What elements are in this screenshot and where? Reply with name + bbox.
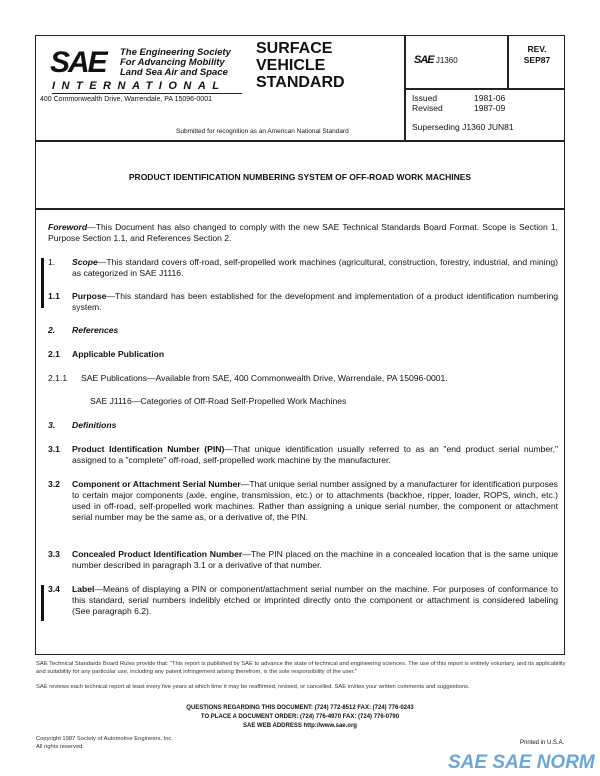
section-number: 1.1 xyxy=(48,291,60,301)
foreword-heading: Foreword xyxy=(48,222,88,232)
sae-logo: SAE xyxy=(50,48,106,78)
rev-label: REV. xyxy=(527,44,547,54)
review-note: SAE reviews each technical report at least every five years at which time it may be reaffirmed, revised, or cancelled. SAE invites your written comments and suggestions. xyxy=(36,684,470,690)
section-1 xyxy=(48,257,558,279)
section-3-3 xyxy=(48,549,558,571)
section-2-1-1 xyxy=(48,373,558,384)
section-3-2 xyxy=(48,479,558,523)
section-3-4 xyxy=(48,584,558,617)
section-2 xyxy=(48,325,558,336)
section-number: 2.1.1 xyxy=(48,373,68,383)
section-number: 2. xyxy=(48,325,56,335)
revised-label: Revised xyxy=(412,103,443,113)
section-3 xyxy=(48,420,558,431)
issued-value: 1981-06 xyxy=(474,93,506,103)
change-bar xyxy=(41,585,44,621)
section-heading: Component or Attachment Serial Number xyxy=(72,479,241,489)
section-heading: References xyxy=(72,325,119,335)
sae-small-logo: SAE xyxy=(414,54,434,66)
questions-line: QUESTIONS REGARDING THIS DOCUMENT: (724) 772-8512 FAX: (724) 776-0243 xyxy=(186,705,414,711)
section-text: —This standard has been established for the development and implementation of a product identification numbering system. xyxy=(72,291,558,312)
foreword xyxy=(48,222,558,244)
rights-line: All rights reserved. xyxy=(36,744,85,750)
section-text: —Means of displaying a PIN or component/attachment serial number on the machine. For purposes of conformance to this standard, serial numbers indelibly etched or imprinted directly onto the component or attachment is considered labeling (See paragraph 6.2). xyxy=(72,584,558,616)
international-label: INTERNATIONAL xyxy=(52,80,242,94)
tagline-line: For Advancing Mobility xyxy=(120,57,225,68)
rules-note: SAE Technical Standards Board Rules provide that: "This report is published by SAE to advance the state of technical and engineering sciences. The use of this report is entirely voluntary, and its applicability and suitability for any particular use, including any patent infringement arising therefrom, is the sole responsibility of the user." xyxy=(36,661,566,675)
copyright-line: Copyright 1987 Society of Automotive Engineers, Inc. xyxy=(36,736,173,742)
category-line: VEHICLE xyxy=(256,57,326,74)
section-number: 2.1 xyxy=(48,349,60,359)
section-number: 1. xyxy=(48,257,56,267)
tagline-line: The Engineering Society xyxy=(120,47,231,58)
section-text: —That unique serial number assigned by a manufacturer for identification purposes to certain major components (axle, engine, transmission, etc.) or to attachments (backhoe, ripper, loader, ROPS, winch, etc.) used in off-road, self-propelled work machines. Rather than assigning a unique serial number, the component or attachment serial number may be the same as, or a derivative of, the PIN. xyxy=(72,479,558,522)
issue-dates xyxy=(412,93,505,113)
section-number: 3.4 xyxy=(48,584,60,594)
section-heading: Applicable Publication xyxy=(72,349,165,359)
divider xyxy=(404,88,565,90)
contact-info xyxy=(0,704,600,731)
document-title: PRODUCT IDENTIFICATION NUMBERING SYSTEM OF OFF-ROAD WORK MACHINES xyxy=(128,172,472,182)
section-heading: Product Identification Number (PIN) xyxy=(72,444,225,454)
tagline-line: Land Sea Air and Space xyxy=(120,67,228,78)
revised-value: 1987-09 xyxy=(474,103,506,113)
superseding: Superseding J1360 JUN81 xyxy=(412,122,514,132)
divider xyxy=(507,35,509,88)
change-bar xyxy=(41,258,44,308)
section-heading: Definitions xyxy=(72,420,117,430)
doc-number-value: J1360 xyxy=(435,56,458,65)
printed-in: Printed in U.S.A. xyxy=(520,740,565,746)
order-line: TO PLACE A DOCUMENT ORDER: (724) 776-4970 FAX: (724) 776-0790 xyxy=(200,714,400,720)
sae-norm-watermark: SAE SAE NORM xyxy=(448,752,595,773)
category-line: SURFACE xyxy=(256,40,333,57)
section-number: 3.1 xyxy=(48,444,60,454)
copyright xyxy=(36,735,566,751)
section-number: 3.3 xyxy=(48,549,60,559)
issued-label: Issued xyxy=(412,93,438,103)
section-2-1 xyxy=(48,349,558,360)
section-3-1 xyxy=(48,444,558,466)
section-text: —The PIN placed on the machine in a concealed location that is the same unique number described in paragraph 3.1 or a derivative of that number. xyxy=(72,549,559,570)
submitted-note: Submitted for recognition as an American National Standard xyxy=(176,128,349,135)
section-text: —This standard covers off-road, self-propelled work machines (agricultural, construction, forestry, industrial, and mining) as categorized in SAE J1116. xyxy=(72,257,558,278)
reference-item: SAE J1116—Categories of Off-Road Self-Propelled Work Machines xyxy=(90,396,347,406)
section-number: 3.2 xyxy=(48,479,60,489)
divider xyxy=(35,208,565,210)
web-address[interactable]: SAE WEB ADDRESS http://www.sae.org xyxy=(243,723,357,729)
section-text: —That unique identification usually referred to as an "end product serial number," assigned to a "complete" off-road, self-propelled work machine by the manufacturer. xyxy=(72,444,559,465)
section-heading: Label xyxy=(72,584,95,594)
section-number: 3. xyxy=(48,420,56,430)
standard-category xyxy=(256,40,345,91)
revision xyxy=(512,44,562,66)
tagline xyxy=(120,48,231,78)
doc-number xyxy=(414,54,458,66)
section-heading: Scope xyxy=(72,257,98,267)
rev-value: SEP87 xyxy=(523,55,551,65)
foreword-text: —This Document has also changed to comply with the new SAE Technical Standards Board Format. Scope is Section 1, Purpose Section 1.1, and References Section 2. xyxy=(48,222,558,243)
divider xyxy=(35,140,565,142)
category-line: STANDARD xyxy=(256,74,345,91)
section-text: SAE Publications—Available from SAE, 400 Commonwealth Drive, Warrendale, PA 15096-0001. xyxy=(81,373,448,383)
section-1-1 xyxy=(48,291,558,313)
address: 400 Commonwealth Drive, Warrendale, PA 15096-0001 xyxy=(40,96,212,103)
section-heading: Concealed Product Identification Number xyxy=(72,549,243,559)
section-heading: Purpose xyxy=(72,291,107,301)
